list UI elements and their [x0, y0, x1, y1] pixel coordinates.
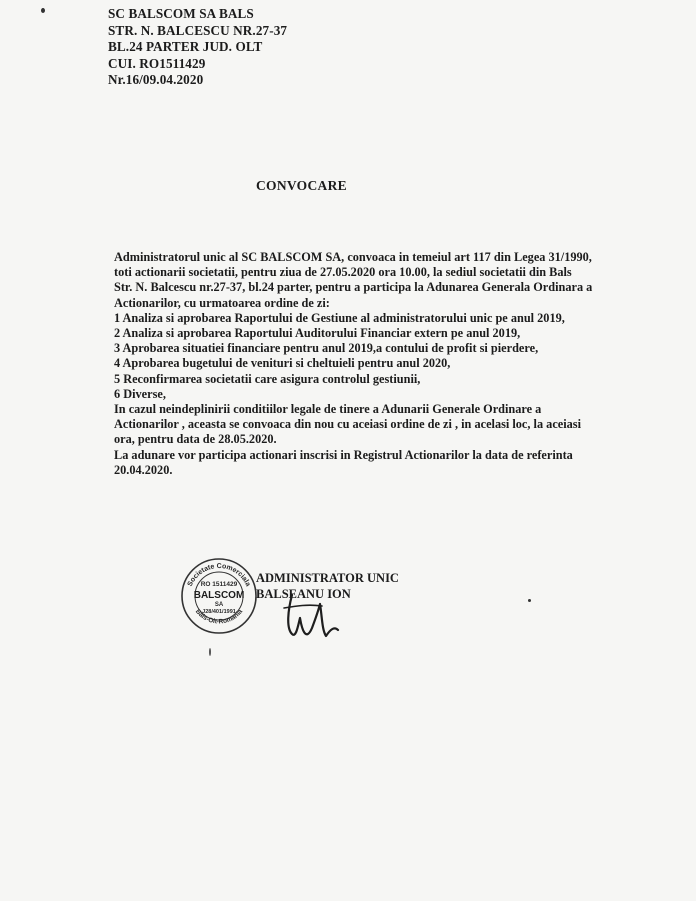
body-line: Actionarilor, cu urmatoarea ordine de zi: — [114, 295, 330, 310]
scan-speck — [41, 8, 45, 13]
stamp-reg: J28/401/1991 — [202, 609, 236, 615]
convocation-body — [114, 250, 659, 478]
stamp-company: BALSCOM — [193, 590, 245, 601]
company-name: SC BALSCOM SA BALS — [108, 6, 254, 21]
stamp-place-text: Bals-Olt-Romania — [193, 608, 245, 626]
body-line: toti actionarii societatii, pentru ziua de 27.05.2020 ora 10.00, la sediul societatii din Bals — [114, 265, 572, 280]
agenda-item: 5 Reconfirmarea societatii care asigura controlul gestiunii, — [114, 371, 421, 386]
stamp-code: RO 1511429 — [200, 581, 238, 588]
document-number: Nr.16/09.04.2020 — [108, 72, 204, 87]
body-line: 20.04.2020. — [114, 462, 173, 477]
signatory-name: BALSEANU ION — [256, 587, 351, 601]
stamp-suffix: SA — [214, 602, 224, 608]
document-title: CONVOCARE — [256, 178, 347, 193]
body-line: Str. N. Balcescu nr.27-37, bl.24 parter, pentru a participa la Adunarea Generala Ordinara a — [114, 280, 593, 295]
handwritten-signature-icon — [262, 590, 382, 650]
body-line: La adunare vor participa actionari inscrisi in Registrul Actionarilor la data de referinta — [114, 447, 573, 462]
agenda-item: 4 Aprobarea bugetului de venituri si cheltuieli pentru anul 2020, — [114, 356, 451, 371]
agenda-item: 1 Analiza si aprobarea Raportului de Gestiune al administratorului unic pe anul 2019, — [114, 310, 565, 325]
body-line: ora, pentru data de 28.05.2020. — [114, 432, 277, 447]
company-street: STR. N. BALCESCU NR.27-37 — [108, 22, 288, 38]
body-line: Administratorul unic al SC BALSCOM SA, convoaca in temeiul art 117 din Legea 31/1990, — [114, 250, 592, 264]
company-building: BL.24 PARTER JUD. OLT — [108, 39, 263, 54]
agenda-item: 6 Diverse, — [114, 386, 166, 401]
agenda-item: 2 Analiza si aprobarea Raportului Auditorului Financiar extern pe anul 2019, — [114, 326, 521, 341]
stamp-top-text: Societate Comerciala — [186, 562, 252, 588]
body-line: In cazul neindeplinirii conditiilor legale de tinere a Adunarii Generale Ordinare a — [114, 402, 542, 417]
body-line: Actionarilor , aceasta se convoaca din nou cu aceiasi ordine de zi , in acelasi loc, la aceiasi — [114, 417, 582, 432]
signatory-role: ADMINISTRATOR UNIC — [256, 571, 399, 585]
company-header — [108, 6, 287, 89]
scan-speck — [209, 648, 211, 656]
scan-speck — [528, 599, 531, 602]
company-cui: CUI. RO1511429 — [108, 55, 206, 71]
agenda-item: 3 Aprobarea situatiei financiare pentru anul 2019,a contului de profit si pierdere, — [114, 341, 539, 356]
company-stamp-icon — [179, 556, 259, 636]
